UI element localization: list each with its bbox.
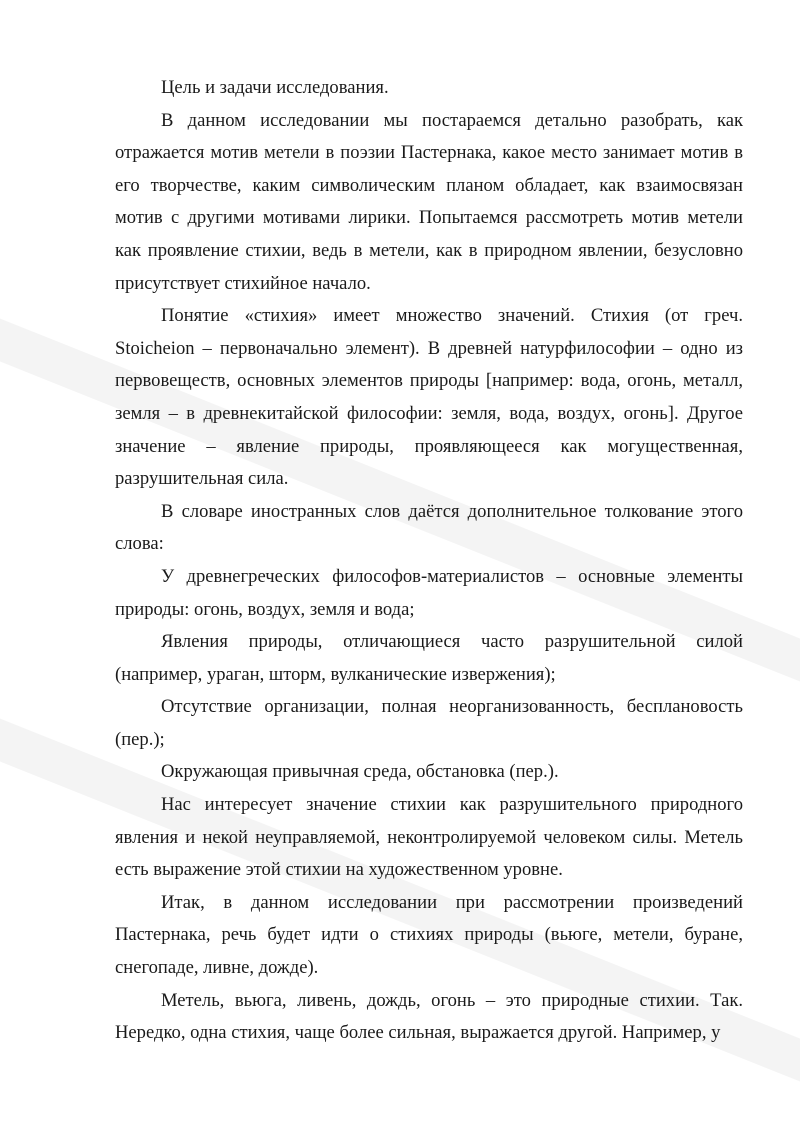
paragraph: В данном исследовании мы постараемся детально разобрать, как отражается мотив метели в поэзии Пастернака, какое место занимает мотив в его творчестве, каким символическим планом обладает, как взаимосвязан мотив с другими мотивами лирики. Попытаемся рассмотреть мотив метели как проявление стихии, ведь в метели, как в природном явлении, безусловно присутствует стихийное начало. (115, 109, 743, 294)
paragraph: В словаре иностранных слов даётся дополнительное толкование этого слова: (115, 500, 743, 555)
list-item: У древнегреческих философов-материалистов – основные элементы природы: огонь, воздух, земля и вода; (115, 565, 743, 620)
paragraph: Метель, вьюга, ливень, дождь, огонь – это природные стихии. Так. Нередко, одна стихия, чаще более сильная, выражается другой. Например, у (115, 989, 743, 1044)
list-item: Явления природы, отличающиеся часто разрушительной силой (например, ураган, шторм, вулканические извержения); (115, 631, 743, 685)
list-item: Окружающая привычная среда, обстановка (пер.). (161, 761, 559, 783)
paragraph: Нас интересует значение стихии как разрушительного природного явления и некой неуправляемой, неконтролируемой человеком силы. Метель есть выражение этой стихии на художественном уровне. (115, 794, 743, 881)
document-text (115, 72, 743, 1050)
paragraph: Понятие «стихия» имеет множество значений. Стихия (от греч. Stoicheion – первоначально элемент). В древней натурфилософии – одно из первовеществ, основных элементов природы [например: вода, огонь, металл, земля – в древнекитайской философии: земля, вода, воздух, огонь]. Другое значение – явление природы, проявляющееся как могущественная, разрушительная сила. (115, 305, 743, 490)
paragraph: Итак, в данном исследовании при рассмотрении произведений Пастернака, речь будет идти о стихиях природы (вьюге, метели, буране, снегопаде, ливне, дожде). (115, 891, 743, 979)
paragraph-heading: Цель и задачи исследования. (161, 77, 389, 98)
list-item: Отсутствие организации, полная неорганизованность, бесплановость (пер.); (115, 696, 743, 750)
